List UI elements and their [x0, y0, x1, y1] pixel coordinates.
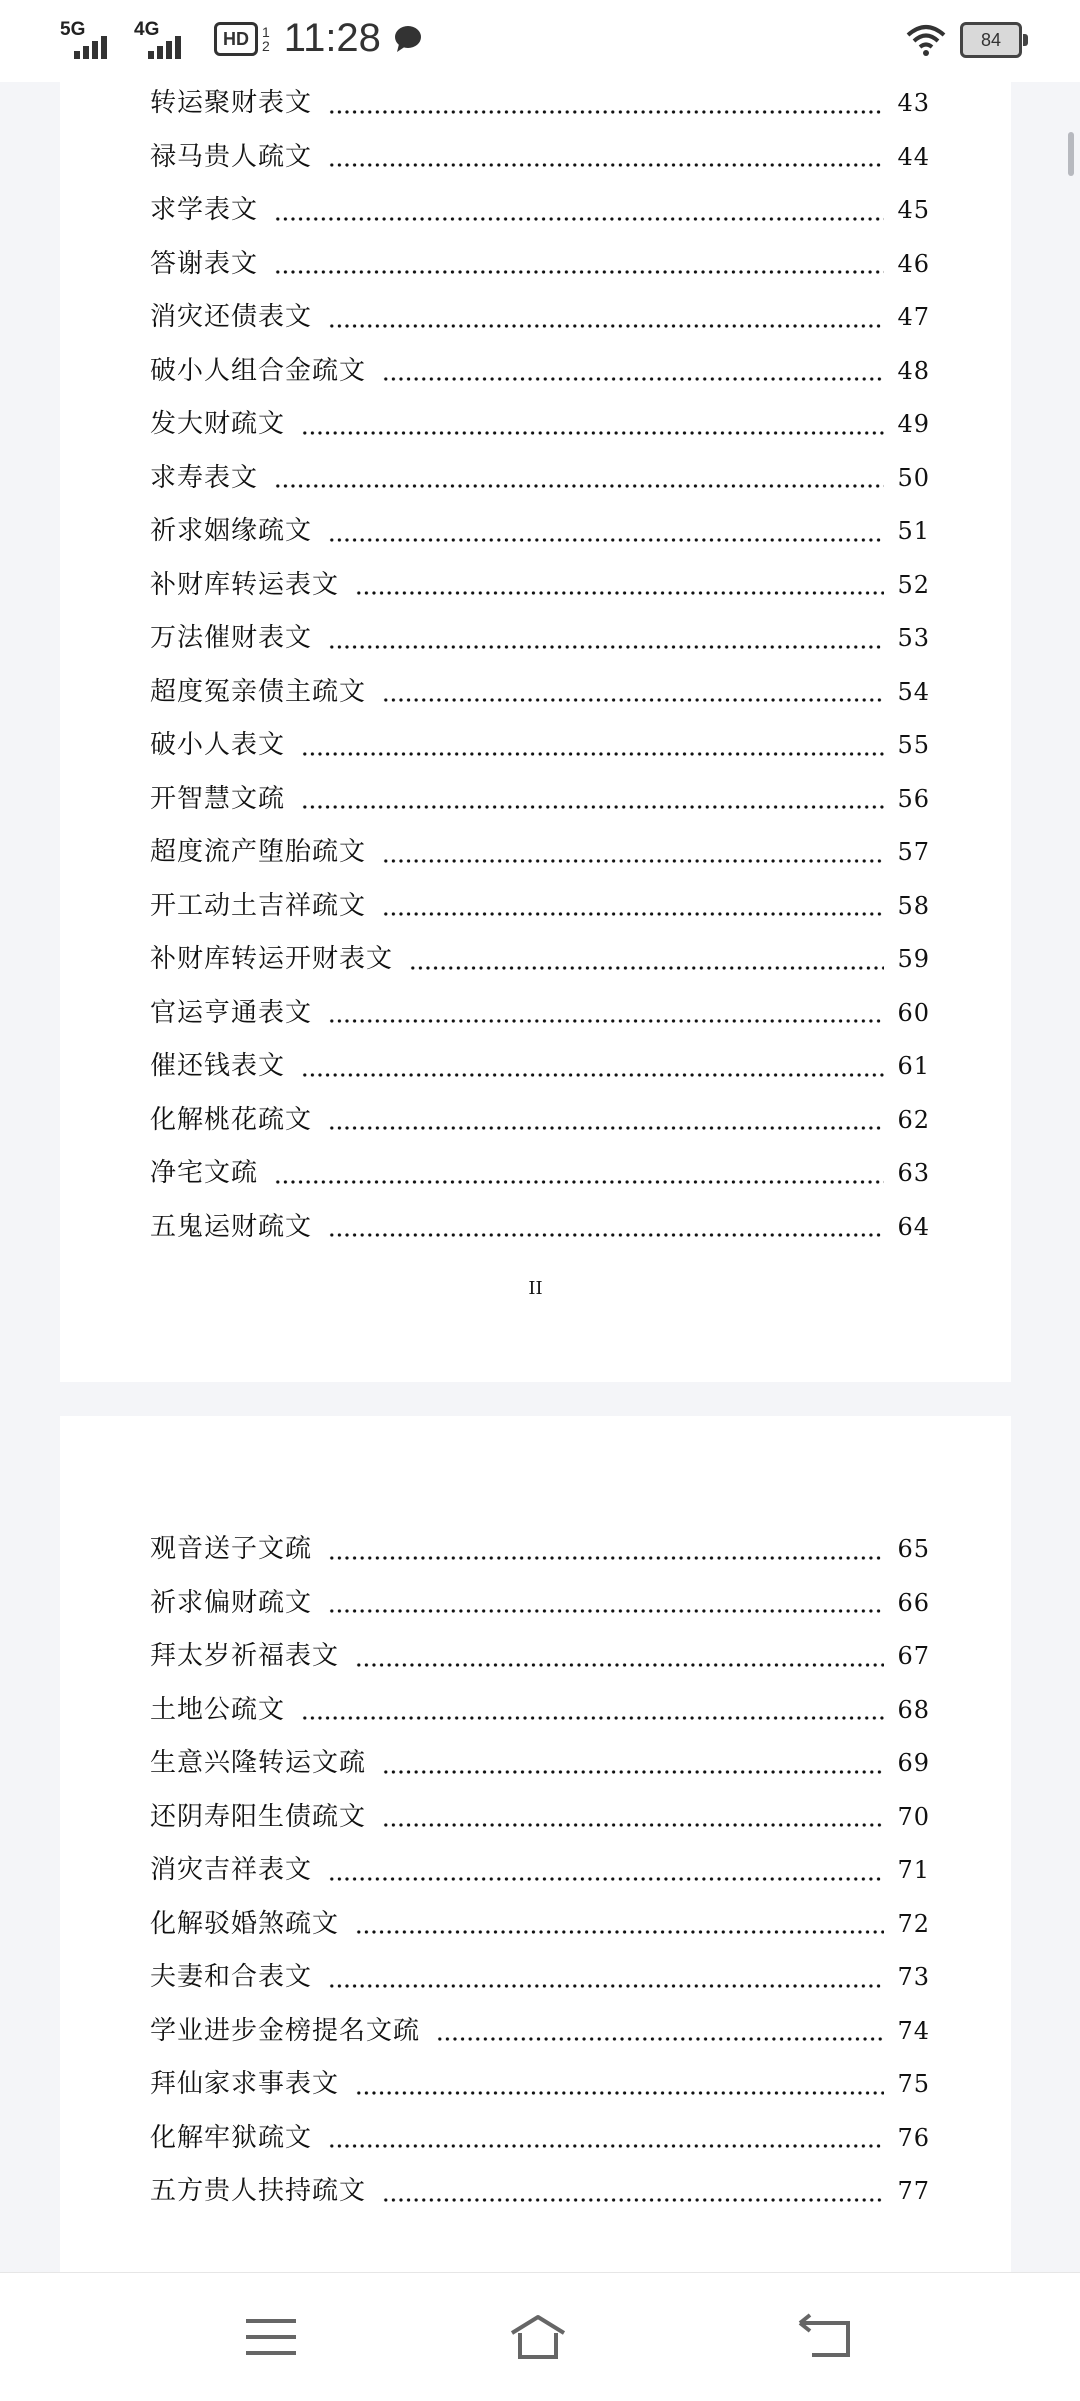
- toc-entry-title: 禄马贵人疏文: [150, 141, 313, 172]
- toc-entry-title: 五鬼运财疏文: [150, 1211, 313, 1242]
- toc-entry-page: 47: [897, 303, 930, 331]
- toc-entry[interactable]: [150, 1206, 930, 1260]
- toc-entry-title: 化解牢狱疏文: [150, 2122, 313, 2153]
- toc-entry-page: 48: [897, 356, 930, 385]
- dot-leader: [355, 1930, 884, 1934]
- toc-entry-page: 63: [897, 1159, 930, 1187]
- toc-entry-title: 观音送子文疏: [150, 1534, 313, 1564]
- toc-entry-page: 68: [897, 1695, 930, 1724]
- toc-entry[interactable]: [150, 992, 930, 1046]
- dot-leader: [409, 966, 884, 970]
- dot-leader: [382, 1823, 884, 1827]
- toc-entry-page: 57: [897, 838, 930, 866]
- toc-entry-page: 52: [897, 570, 930, 599]
- dot-leader: [382, 912, 884, 916]
- toc-entry-title: 答谢表文: [150, 248, 259, 279]
- toc-entry[interactable]: [150, 350, 930, 404]
- signal-5g-icon: [60, 19, 124, 59]
- hd-slot-1: 1: [262, 23, 270, 40]
- toc-entry[interactable]: [150, 1635, 930, 1689]
- dot-leader: [301, 805, 884, 809]
- toc-entry-title: 化解驳婚煞疏文: [150, 1908, 340, 1939]
- dot-leader: [328, 538, 884, 542]
- toc-entry-page: 59: [897, 945, 930, 973]
- toc-entry-title: 生意兴隆转运文疏: [150, 1748, 367, 1778]
- toc-entry-page: 62: [897, 1105, 930, 1134]
- toc-entry-page: 60: [897, 998, 930, 1027]
- table-of-contents: [150, 82, 930, 1259]
- dot-leader: [328, 1019, 884, 1023]
- toc-entry-page: 45: [897, 196, 930, 224]
- toc-entry-title: 开工动土吉祥疏文: [150, 890, 367, 921]
- toc-entry-page: 76: [897, 2123, 930, 2152]
- toc-entry[interactable]: [150, 831, 930, 885]
- toc-entry-title: 净宅文疏: [150, 1158, 259, 1188]
- dot-leader: [274, 270, 884, 274]
- signal-4g-icon: [134, 19, 198, 59]
- scrollbar-thumb[interactable]: [1068, 132, 1074, 176]
- toc-entry-page: 77: [897, 2177, 930, 2205]
- dot-leader: [328, 1877, 884, 1881]
- toc-entry-page: 61: [897, 1052, 930, 1080]
- toc-entry-page: 66: [897, 1588, 930, 1617]
- toc-entry[interactable]: [150, 671, 930, 725]
- toc-entry-title: 拜太岁祈福表文: [150, 1641, 340, 1671]
- toc-entry[interactable]: [150, 243, 930, 297]
- toc-entry-page: 43: [897, 89, 930, 117]
- dot-leader: [328, 1233, 884, 1237]
- toc-entry[interactable]: [150, 2010, 930, 2064]
- toc-entry-page: 74: [897, 2016, 930, 2045]
- dot-leader: [328, 110, 884, 114]
- toc-entry-page: 71: [897, 1856, 930, 1884]
- dot-leader: [274, 484, 884, 488]
- toc-entry-page: 75: [897, 2070, 930, 2098]
- dot-leader: [301, 1073, 884, 1077]
- wifi-icon: [906, 23, 946, 57]
- toc-entry[interactable]: [150, 1099, 930, 1153]
- toc-entry-title: 拜仙家求事表文: [150, 2069, 340, 2099]
- dot-leader: [355, 2091, 884, 2095]
- table-of-contents: [150, 1528, 930, 2224]
- back-icon[interactable]: [796, 2311, 856, 2363]
- toc-entry[interactable]: [150, 457, 930, 511]
- dot-leader: [301, 1716, 884, 1720]
- toc-entry[interactable]: [150, 1152, 930, 1206]
- toc-entry-page: 72: [897, 1909, 930, 1938]
- clock: 11:28: [283, 16, 381, 60]
- menu-icon[interactable]: [242, 2311, 302, 2363]
- toc-entry-page: 73: [897, 1963, 930, 1991]
- battery-icon: 84: [960, 22, 1022, 58]
- toc-entry-title: 超度流产堕胎疏文: [150, 837, 367, 867]
- dot-leader: [274, 217, 884, 221]
- toc-entry[interactable]: [150, 1956, 930, 2010]
- toc-entry-page: 56: [897, 784, 930, 813]
- hd-slot-2: 2: [262, 37, 270, 54]
- dot-leader: [328, 163, 884, 167]
- toc-entry-title: 发大财疏文: [150, 409, 286, 439]
- toc-entry-title: 五方贵人扶持疏文: [150, 2176, 367, 2206]
- toc-entry[interactable]: [150, 510, 930, 564]
- toc-entry-title: 学业进步金榜提名文疏: [150, 2015, 421, 2046]
- dot-leader: [328, 1984, 884, 1988]
- home-icon[interactable]: [508, 2311, 568, 2363]
- toc-entry-title: 万法催财表文: [150, 623, 313, 653]
- toc-entry-title: 官运亨通表文: [150, 997, 313, 1028]
- document-page: [60, 82, 1011, 1382]
- dot-leader: [436, 2037, 884, 2041]
- chat-bubble-icon: [393, 24, 423, 54]
- toc-entry-title: 夫妻和合表文: [150, 1962, 313, 1992]
- toc-entry-title: 消灾还债表文: [150, 302, 313, 332]
- document-page: [60, 1416, 1011, 2272]
- toc-entry-page: 51: [897, 517, 930, 545]
- toc-entry-page: 55: [897, 731, 930, 759]
- toc-entry-title: 求学表文: [150, 195, 259, 225]
- dot-leader: [328, 1556, 884, 1560]
- hd-voice-icon: HD: [214, 22, 258, 56]
- toc-entry-title: 补财库转运开财表文: [150, 944, 394, 974]
- toc-entry[interactable]: [150, 2170, 930, 2224]
- toc-entry-page: 67: [897, 1642, 930, 1670]
- dot-leader: [301, 431, 884, 435]
- toc-entry-page: 46: [897, 249, 930, 278]
- dot-leader: [355, 591, 884, 595]
- toc-entry-title: 催还钱表文: [150, 1051, 286, 1081]
- toc-entry-title: 祈求偏财疏文: [150, 1587, 313, 1618]
- network-type-label: 5G: [60, 18, 86, 40]
- dot-leader: [328, 324, 884, 328]
- toc-entry[interactable]: [150, 403, 930, 457]
- toc-entry[interactable]: [150, 2063, 930, 2117]
- dot-leader: [301, 752, 884, 756]
- toc-entry[interactable]: [150, 885, 930, 939]
- toc-entry-title: 土地公疏文: [150, 1694, 286, 1725]
- toc-entry-page: 70: [897, 1802, 930, 1831]
- toc-entry[interactable]: [150, 724, 930, 778]
- document-viewer[interactable]: [0, 82, 1080, 2272]
- navigation-bar: [0, 2272, 1080, 2401]
- toc-entry-title: 破小人组合金疏文: [150, 355, 367, 386]
- network-type-label: 4G: [134, 18, 160, 40]
- hd-slot-indicator: [262, 25, 270, 53]
- toc-entry[interactable]: [150, 938, 930, 992]
- toc-entry-title: 消灾吉祥表文: [150, 1855, 313, 1885]
- toc-entry-page: 64: [897, 1212, 930, 1241]
- toc-entry[interactable]: [150, 1528, 930, 1582]
- dot-leader: [328, 2144, 884, 2148]
- toc-entry-title: 祈求姻缘疏文: [150, 516, 313, 546]
- status-bar: [0, 0, 1080, 82]
- toc-entry-title: 破小人表文: [150, 730, 286, 760]
- toc-entry-page: 54: [897, 677, 930, 706]
- dot-leader: [382, 859, 884, 863]
- toc-entry-page: 58: [897, 891, 930, 920]
- dot-leader: [382, 1770, 884, 1774]
- toc-entry-page: 44: [897, 142, 930, 171]
- dot-leader: [382, 698, 884, 702]
- toc-entry[interactable]: [150, 2117, 930, 2171]
- toc-entry-title: 求寿表文: [150, 462, 259, 493]
- toc-entry[interactable]: [150, 1849, 930, 1903]
- toc-entry-title: 还阴寿阳生债疏文: [150, 1801, 367, 1832]
- toc-entry[interactable]: [150, 82, 930, 136]
- toc-entry-page: 65: [897, 1535, 930, 1563]
- page-number: II: [528, 1278, 543, 1299]
- toc-entry[interactable]: [150, 1045, 930, 1099]
- toc-entry-page: 69: [897, 1749, 930, 1777]
- toc-entry-page: 53: [897, 624, 930, 652]
- toc-entry[interactable]: [150, 189, 930, 243]
- toc-entry[interactable]: [150, 1796, 930, 1850]
- dot-leader: [328, 645, 884, 649]
- dot-leader: [382, 2198, 884, 2202]
- toc-entry-title: 补财库转运表文: [150, 569, 340, 600]
- dot-leader: [274, 1180, 884, 1184]
- toc-entry[interactable]: [150, 617, 930, 671]
- toc-entry[interactable]: [150, 1689, 930, 1743]
- toc-entry[interactable]: [150, 564, 930, 618]
- dot-leader: [328, 1609, 884, 1613]
- toc-entry-title: 转运聚财表文: [150, 88, 313, 118]
- toc-entry[interactable]: [150, 778, 930, 832]
- dot-leader: [328, 1126, 884, 1130]
- toc-entry-title: 化解桃花疏文: [150, 1104, 313, 1135]
- toc-entry-title: 超度冤亲债主疏文: [150, 676, 367, 707]
- toc-entry[interactable]: [150, 1903, 930, 1957]
- toc-entry-page: 50: [897, 463, 930, 492]
- dot-leader: [355, 1663, 884, 1667]
- toc-entry-title: 开智慧文疏: [150, 783, 286, 814]
- toc-entry[interactable]: [150, 136, 930, 190]
- toc-entry[interactable]: [150, 1742, 930, 1796]
- dot-leader: [382, 377, 884, 381]
- toc-entry[interactable]: [150, 1582, 930, 1636]
- toc-entry[interactable]: [150, 296, 930, 350]
- toc-entry-page: 49: [897, 410, 930, 438]
